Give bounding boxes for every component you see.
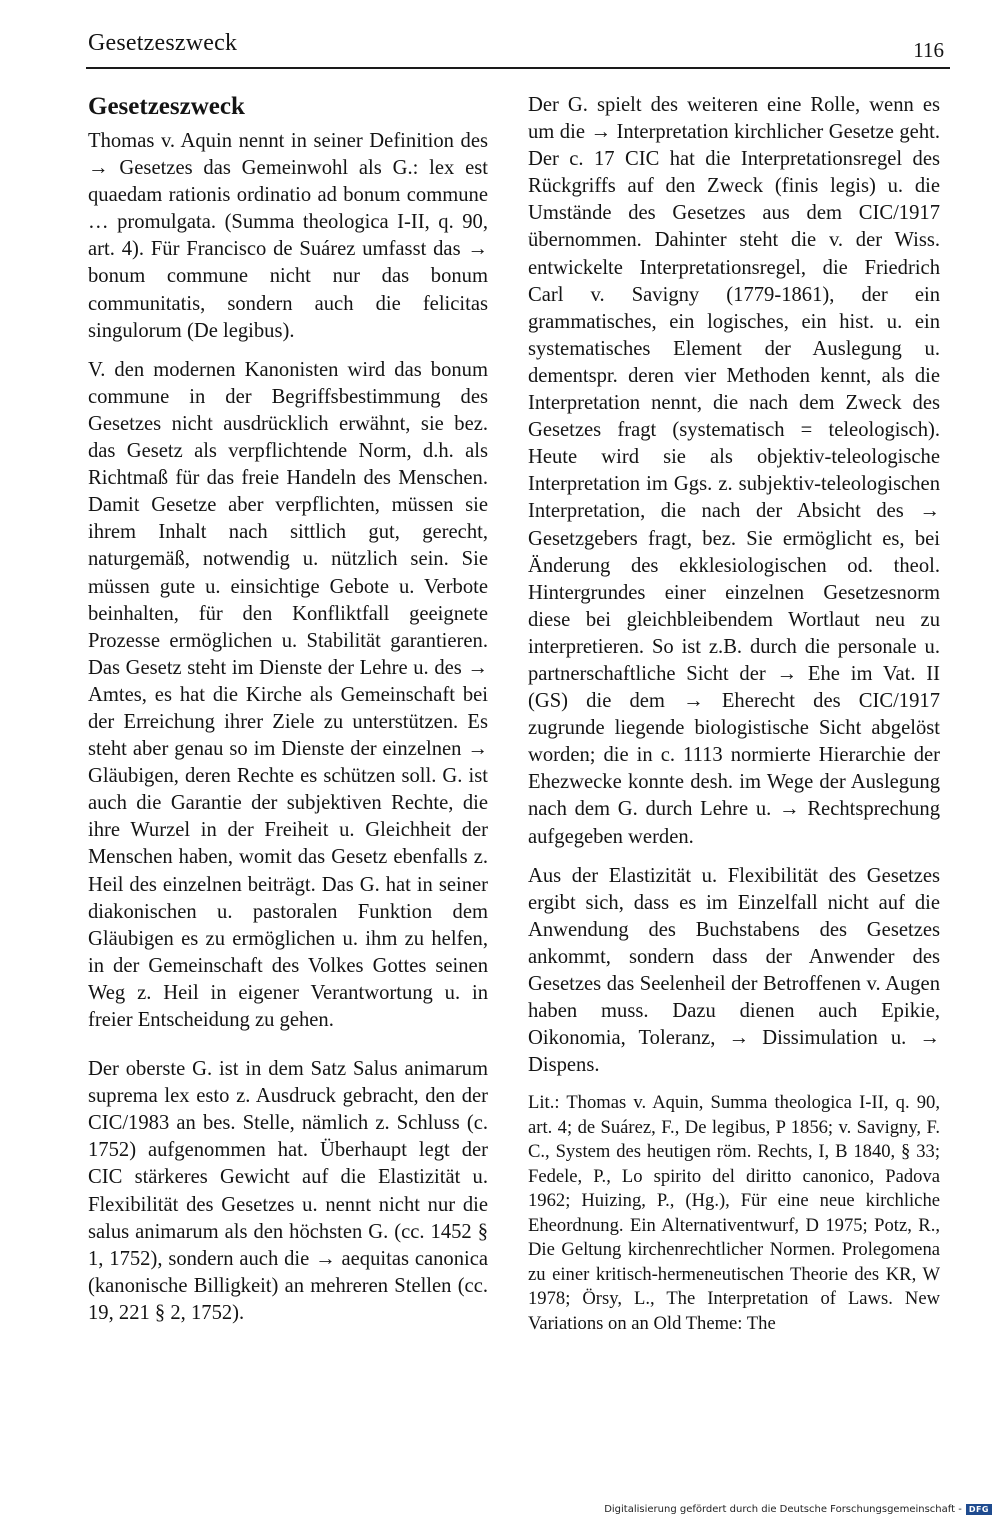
right-column: [528, 92, 940, 1336]
footer-credit: [604, 1504, 992, 1515]
footer-credit-text: Digitalisierung gefördert durch die Deutsche Forschungsgemeinschaft -: [604, 1504, 962, 1515]
paragraph: V. den modernen Kanonisten wird das bonum commune in der Begriffsbestimmung des Gesetzes nicht ausdrücklich erwähnt, sie bez. das Gesetz als verpflichtende Norm, d.h. als Richtmaß für das freie Handeln des Menschen. Damit Gesetze aber verpflichten, müssen sie ihrem Inhalt nach sittlich gut, gerecht, naturgemäß, notwendig u. nützlich sein. Sie müssen gute u. einsichtige Gebote u. Verbote beinhalten, für den Konfliktfall geeignete Prozesse ermöglichen u. Stabilität garantieren. Das Gesetz steht im Dienste der Lehre u. des → Amtes, es hat die Kirche als Gemeinschaft bei der Erreichung ihrer Ziele zu unterstützen. Es steht aber genau so im Dienste der einzelnen → Gläubigen, deren Rechte es schützen soll. G. ist auch die Garantie der subjektiven Rechte, die ihre Wurzel in der Freiheit u. Gleichheit der Menschen haben, womit das Gesetz ebenfalls z. Heil des einzelnen beiträgt. Das G. hat in seiner diakonischen u. pastoralen Funktion dem Gläubigen es zu ermöglichen u. ihm zu helfen, in der Gemeinschaft des Volkes Gottes seinen Weg z. Heil in eigener Verantwortung u. in freier Entscheidung zu gehen.: [88, 358, 488, 1031]
paragraph: Der oberste G. ist in dem Satz Salus animarum suprema lex esto z. Ausdruck gebracht, den der CIC/1983 an bes. Stelle, nämlich z. Schluss (c. 1752) aufgenommen hat. Überhaupt legt der CIC stärkeres Gewicht auf die Elastizität u. Flexibilität des Gesetzes u. nennt nicht nur die salus animarum als den höchsten G. (cc. 1452 § 1, 1752), sondern auch die → aequitas canonica (kanonische Billigkeit) an mehreren Stellen (cc. 19, 221 § 2, 1752).: [88, 1058, 488, 1324]
paragraph: Thomas v. Aquin nennt in seiner Definition des → Gesetzes das Gemeinwohl als G.: lex est quaedam rationis ordinatio ad bonum commune … promulgata. (Summa theologica I-II, q. 90, art. 4). Für Francisco de Suárez umfasst das → bonum commune nicht nur das bonum communitatis, sondern auch die felicitas singulorum (De legibus).: [88, 130, 488, 342]
entry-title: Gesetzeszweck: [88, 93, 245, 120]
page-number: 116: [913, 38, 944, 62]
paragraph: Der G. spielt des weiteren eine Rolle, wenn es um die → Interpretation kirchlicher Gesetze geht. Der c. 17 CIC hat die Interpretationsregel des Rückgriffs auf den Zweck (finis legis) u. die Umstände des Gesetzes aus dem CIC/1917 übernommen. Dahinter steht die v. der Wiss. entwickelte Interpretationsregel, die Friedrich Carl v. Savigny (1779-1861), der ein grammatisches, ein logisches, ein hist. u. ein systematisches Element der Auslegung u. dementspr. deren vier Methoden kennt, als die Interpretation nennt, die nach dem Zweck des Gesetzes fragt (systematisch = teleologisch). Heute wird sie als objektiv-teleologische Interpretation im Ggs. z. subjektiv-teleologischen Interpretation, die nach der Absicht des → Gesetzgebers fragt, bez. Sie ermöglicht es, bei Änderung des ekklesiologischen od. theol. Hintergrundes einer einzelnen Gesetzesnorm diese bei gleichbleibendem Wortlaut neu zu interpretieren. So ist z.B. durch die personale u. partnerschaftliche Sicht der → Ehe im Vat. II (GS) die dem → Eherecht des CIC/1917 zugrunde liegende biologistische Sicht abgelöst worden; die in c. 1113 normierte Hierarchie der Ehezwecke konnte desh. im Wege der Auslegung nach dem G. durch Lehre u. → Rechtsprechung aufgegeben werden.: [528, 94, 940, 848]
running-head: Gesetzeszweck: [88, 30, 238, 56]
literature-list: Lit.: Thomas v. Aquin, Summa theologica I-II, q. 90, art. 4; de Suárez, F., De legibus, P 1856; v. Savigny, F. C., System des heutigen röm. Rechts, I, B 1840, § 33; Fedele, P., Lo spirito del diritto canonico, Padova 1962; Huizing, P., (Hg.), Für eine neue kirchliche Eheordnung. Ein Alternativentwurf, D 1975; Potz, R., Die Geltung kirchenrechtlicher Normen. Prolegomena zu einer kritisch-hermeneutischen Theorie des KR, W 1978; Örsy, L., The Interpretation of Laws. New Variations on an Old Theme: The: [528, 1092, 940, 1334]
dfg-logo-icon: DFG: [966, 1504, 992, 1515]
header-rule: [86, 67, 950, 69]
paragraph: Aus der Elastizität u. Flexibilität des Gesetzes ergibt sich, dass es im Einzelfall nicht auf die Anwendung des Buchstabens des Gesetzes ankommt, sondern dass der Anwender des Gesetzes das Seelenheil der Betroffenen v. Augen haben muss. Dazu dienen auch Epikie, Oikonomia, Toleranz, → Dissimulation u. → Dispens.: [528, 864, 940, 1077]
left-column: [88, 92, 488, 1339]
